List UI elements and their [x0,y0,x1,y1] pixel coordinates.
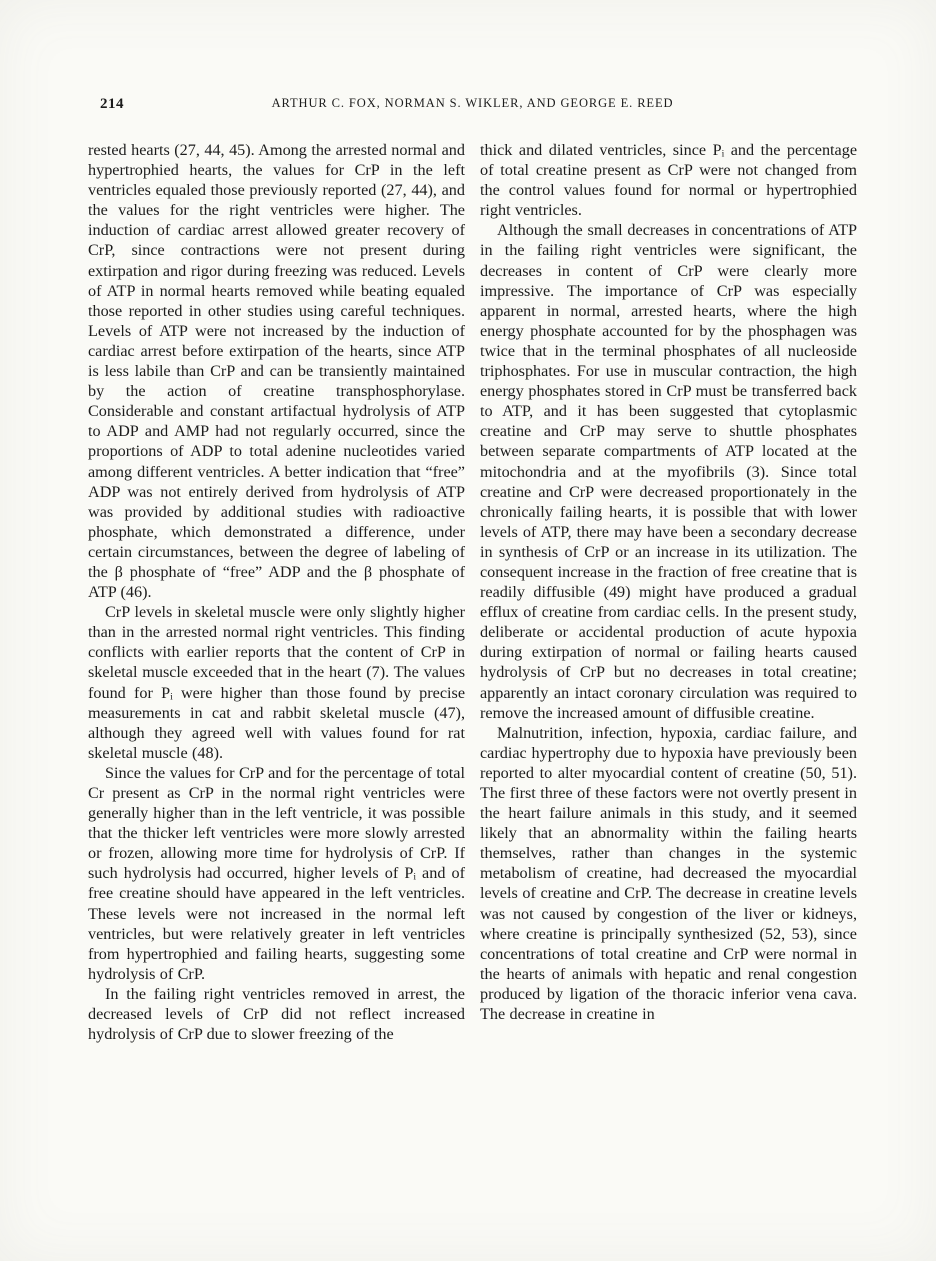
paragraph: Malnutrition, infection, hypoxia, cardiac failure, and cardiac hypertrophy due to hypoxia have previously been reported to alter myocardial content of creatine (50, 51). The first three of these factors were not overtly present in the heart failure animals in this study, and it seemed likely that an abnormality within the failing hearts themselves, rather than changes in the systemic metabolism of creatine, had decreased the myocardial levels of creatine and CrP. The decrease in creatine levels was not caused by congestion of the liver or kidneys, where creatine is principally synthesized (52, 53), since concentrations of total creatine and CrP were normal in the hearts of animals with hepatic and renal congestion produced by ligation of the thoracic inferior vena cava. The decrease in creatine in [480,723,857,1024]
page-header [88,96,857,114]
paragraph: In the failing right ventricles removed in arrest, the decreased levels of CrP did not reflect increased hydrolysis of CrP due to slower freezing of the [88,984,465,1044]
left-column [88,140,465,1044]
paragraph: CrP levels in skeletal muscle were only slightly higher than in the arrested normal right ventricles. This finding conflicts with earlier reports that the content of CrP in skeletal muscle exceeded that in the heart (7). The values found for Pᵢ were higher than those found by precise measurements in cat and rabbit skeletal muscle (47), although they agreed well with values found for rat skeletal muscle (48). [88,603,465,762]
paragraph: Since the values for CrP and for the percentage of total Cr present as CrP in the normal right ventricles were generally higher than in the left ventricle, it was possible that the thicker left ventricles were more slowly arrested or frozen, allowing more time for hydrolysis of CrP. If such hydrolysis had occurred, higher levels of Pᵢ and of free creatine should have appeared in the left ventricles. These levels were not increased in the normal left ventricles, but were relatively greater in left ventricles from hypertrophied and failing hearts, suggesting some hydrolysis of CrP. [88,763,465,983]
paragraph: Although the small decreases in concentrations of ATP in the failing right ventricles were significant, the decreases in content of CrP were clearly more impressive. The importance of CrP was especially apparent in normal, arrested hearts, where the high energy phosphate accounted for by the phosphagen was twice that in the terminal phosphates of all nucleoside triphosphates. For use in muscular contraction, the high energy phosphates stored in CrP must be transferred back to ATP, and it has been suggested that cytoplasmic creatine and CrP may serve to shuttle phosphates between separate compartments of ATP located at the mitochondria and at the myofibrils (3). Since total creatine and CrP were decreased proportionately in the chronically failing hearts, it is possible that with lower levels of ATP, there may have been a secondary decrease in synthesis of CrP or an increase in its utilization. The consequent increase in the fraction of free creatine that is readily diffusible (49) might have produced a gradual efflux of creatine from cardiac cells. In the present study, deliberate or accidental production of acute hypoxia during extirpation of normal or failing hearts caused hydrolysis of CrP but no decreases in total creatine; apparently an intact coronary circulation was required to remove the increased amount of diffusible creatine. [480,221,857,722]
page-number: 214 [100,96,124,112]
paragraph: thick and dilated ventricles, since Pᵢ and the percentage of total creatine present as CrP were not changed from the control values found for normal or hypertrophied right ventricles. [480,141,857,220]
two-column-body [88,140,857,1044]
right-column [480,140,857,1044]
paragraph: rested hearts (27, 44, 45). Among the arrested normal and hypertrophied hearts, the values for CrP in the left ventricles equaled those previously reported (27, 44), and the values for the right ventricles were higher. The induction of cardiac arrest allowed greater recovery of CrP, since contractions were not present during extirpation and rigor during freezing was reduced. Levels of ATP in normal hearts removed while beating equaled those reported in other studies using careful techniques. Levels of ATP were not increased by the induction of cardiac arrest before extirpation of the hearts, since ATP is less labile than CrP and can be transiently maintained by the action of creatine transphosphorylase. Considerable and constant artifactual hydrolysis of ATP to ADP and AMP had not regularly occurred, since the proportions of ADP to total adenine nucleotides varied among different ventricles. A better indication that “free” ADP was not entirely derived from hydrolysis of ATP was provided by additional studies with radioactive phosphate, which demonstrated a difference, under certain circumstances, between the degree of labeling of the β phosphate of “free” ADP and the β phosphate of ATP (46). [88,141,465,602]
running-head: ARTHUR C. FOX, NORMAN S. WIKLER, AND GEORGE E. REED [271,96,674,110]
